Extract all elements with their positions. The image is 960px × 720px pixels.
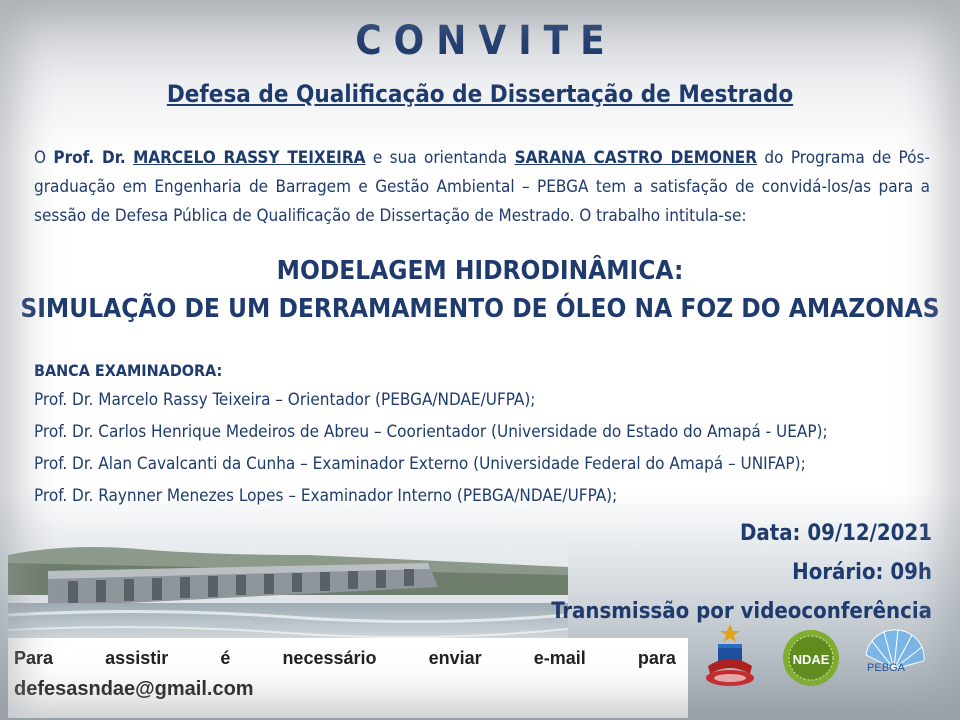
event-date: Data: 09/12/2021 [739, 521, 932, 546]
banca-member: Prof. Dr. Marcelo Rassy Teixeira – Orientador (PEBGA/NDAE/UFPA); [34, 390, 536, 410]
invitation-subtitle: Defesa de Qualificação de Dissertação de Mestrado [166, 80, 794, 108]
pebga-logo-text: PEBGA [867, 662, 905, 674]
banca-section [34, 358, 828, 512]
student-name: SARANA CASTRO DEMONER [514, 148, 758, 168]
footer-word: para [637, 648, 676, 668]
banca-member: Prof. Dr. Alan Cavalcanti da Cunha – Examinador Externo (Universidade Federal do Amapá – UNIFAP); [34, 454, 806, 474]
dam-background-image [8, 535, 568, 645]
intro-paragraph [34, 144, 930, 231]
intro-prof-title: Prof. Dr. [53, 148, 126, 168]
work-title-line-2: SIMULAÇÃO DE UM DERRAMAMENTO DE ÓLEO NA FOZ DO AMAZONAS [20, 294, 940, 324]
ufpa-logo [700, 622, 760, 692]
banca-member: Prof. Dr. Carlos Henrique Medeiros de Abreu – Coorientador (Universidade do Estado do Amapá - UEAP); [34, 422, 828, 442]
event-time: Horário: 09h [792, 560, 932, 585]
footer-word: Para [14, 648, 54, 668]
ndae-logo-text: NDAE [792, 652, 830, 667]
ndae-logo [778, 628, 844, 688]
intro-text-1: O [34, 148, 54, 168]
footer-word: assistir [105, 648, 169, 668]
footer-word: é [220, 648, 231, 668]
contact-email[interactable]: defesasndae@gmail.com [14, 678, 254, 700]
pebga-logo [856, 625, 932, 683]
footer-word: e-mail [533, 648, 586, 668]
event-mode: Transmissão por videoconferência [551, 599, 932, 624]
banca-heading: BANCA EXAMINADORA: [34, 361, 223, 380]
intro-text-3: do Programa de Pós-graduação em Engenharia de Barragem e Gestão Ambiental – PEBGA tem a satisfação de convidá-los/as para a sessão de Defesa Pública de Qualificação de Dissertação de Mestrado. O trabalho intitula-se: [34, 148, 931, 226]
banca-member: Prof. Dr. Raynner Menezes Lopes – Examinador Interno (PEBGA/NDAE/UFPA); [34, 486, 618, 506]
footer-instructions [14, 648, 676, 669]
work-title [0, 252, 960, 328]
footer-word: enviar [428, 648, 482, 668]
intro-text-2: e sua orientanda [365, 148, 515, 168]
footer-box [8, 638, 688, 718]
professor-name: MARCELO RASSY TEIXEIRA [133, 148, 366, 168]
invitation-title: CONVITE [355, 18, 617, 64]
footer-word: necessário [282, 648, 377, 668]
work-title-line-1: MODELAGEM HIDRODINÂMICA: [276, 256, 684, 286]
event-info [551, 514, 932, 631]
intro-space [126, 148, 133, 168]
